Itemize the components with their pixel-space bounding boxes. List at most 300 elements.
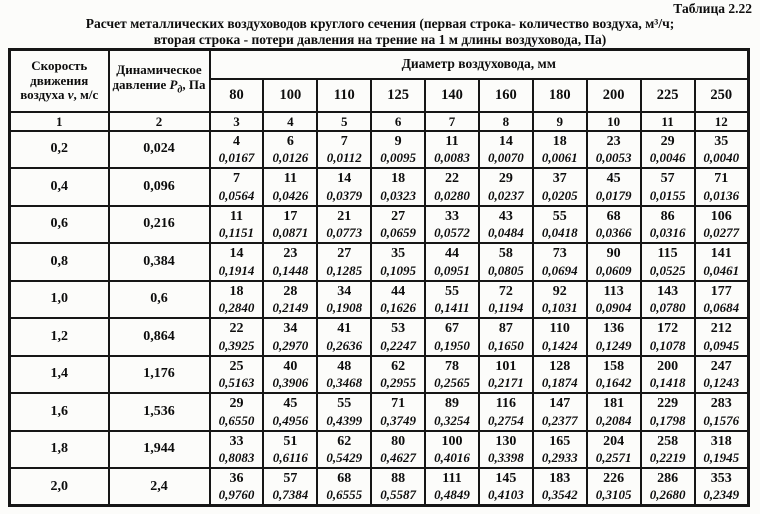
pressure-loss-value: 0,0277 [703, 225, 740, 240]
pressure-loss-value: 0,0323 [380, 187, 416, 203]
air-quantity-value: 172 [657, 321, 679, 336]
duct-data-cell [317, 393, 371, 431]
duct-data-cell [533, 431, 587, 469]
duct-data-cell [371, 318, 425, 356]
duct-data-cell [641, 206, 695, 244]
air-quantity-value: 35 [714, 133, 729, 149]
pressure-loss-value: 0,0083 [434, 150, 470, 165]
duct-data-cell [695, 206, 749, 244]
pressure-symbol-subscript: д [177, 84, 183, 96]
data-row [10, 468, 749, 506]
air-quantity-value: 165 [549, 433, 571, 449]
air-quantity-value: 34 [337, 283, 352, 299]
air-quantity-value: 29 [229, 396, 244, 411]
data-row [10, 318, 749, 356]
air-quantity-value: 113 [603, 283, 624, 299]
pressure-loss-value: 0,0061 [541, 150, 578, 165]
air-quantity-value: 71 [391, 396, 406, 411]
duct-data-cell [210, 168, 264, 206]
pressure-loss-value: 0,2219 [649, 450, 686, 465]
air-quantity-value: 258 [657, 433, 679, 449]
duct-data-cell [425, 206, 479, 244]
pressure-loss-value: 0,0904 [595, 300, 632, 315]
pressure-loss-value: 0,0167 [218, 150, 255, 165]
air-quantity-value: 283 [710, 396, 732, 411]
air-quantity-value: 72 [498, 283, 513, 299]
pressure-loss-value: 0,1411 [434, 300, 470, 315]
pressure-loss-value: 0,1945 [703, 450, 740, 465]
duct-data-cell [263, 318, 317, 356]
duct-data-cell [263, 243, 317, 281]
air-quantity-value: 27 [337, 246, 352, 261]
air-quantity-value: 11 [229, 208, 244, 224]
duct-data-cell [371, 431, 425, 469]
pressure-loss-value: 0,0945 [703, 337, 740, 353]
duct-data-cell [210, 356, 264, 394]
duct-data-cell [425, 468, 479, 506]
air-quantity-value: 68 [606, 208, 621, 224]
air-quantity-value: 73 [552, 246, 567, 261]
pressure-loss-value: 0,1874 [541, 375, 578, 390]
pressure-header-unit: , Па [182, 76, 206, 92]
air-quantity-value: 58 [498, 246, 513, 261]
duct-data-cell [479, 168, 533, 206]
document-title [0, 16, 760, 47]
duct-data-cell [695, 168, 749, 206]
table-number: Таблица 2.22 [673, 1, 752, 16]
dynamic-pressure-column-header [109, 50, 210, 112]
duct-data-cell [371, 281, 425, 319]
air-quantity-value: 34 [283, 321, 298, 336]
duct-data-cell [479, 318, 533, 356]
column-number-cell: 10 [587, 112, 641, 131]
pressure-loss-value: 0,0484 [488, 225, 524, 240]
air-quantity-value: 141 [710, 246, 732, 261]
pressure-loss-value: 0,2149 [272, 300, 309, 315]
dynamic-pressure-cell: 2,4 [109, 468, 210, 506]
pressure-loss-value: 0,1095 [380, 262, 416, 278]
duct-data-cell [317, 243, 371, 281]
duct-data-cell [533, 168, 587, 206]
air-quantity-value: 28 [283, 283, 298, 299]
velocity-header-unit: , м/с [73, 87, 99, 102]
air-quantity-value: 92 [552, 283, 567, 299]
data-row [10, 431, 749, 469]
air-quantity-value: 57 [660, 171, 675, 186]
air-quantity-value: 71 [714, 171, 729, 186]
duct-data-cell [587, 131, 641, 169]
air-quantity-value: 18 [391, 171, 406, 186]
velocity-cell: 0,8 [10, 243, 109, 281]
pressure-loss-value: 0,6555 [326, 487, 363, 503]
duct-data-cell [641, 243, 695, 281]
air-quantity-value: 45 [606, 171, 621, 186]
duct-data-cell [210, 243, 264, 281]
duct-data-cell [479, 131, 533, 169]
duct-data-cell [210, 131, 264, 169]
column-number-cell: 5 [317, 112, 371, 131]
pressure-loss-value: 0,1650 [488, 337, 524, 353]
air-quantity-value: 23 [606, 133, 621, 149]
velocity-cell: 1,0 [10, 281, 109, 319]
air-quantity-value: 11 [283, 171, 297, 186]
diameter-header-cell: 110 [317, 79, 371, 112]
duct-calculation-table [8, 48, 750, 507]
pressure-loss-value: 0,0155 [649, 187, 686, 203]
velocity-cell: 1,4 [10, 356, 109, 394]
pressure-loss-value: 0,5429 [326, 450, 363, 465]
diameter-header-cell: 225 [641, 79, 695, 112]
air-quantity-value: 67 [445, 321, 459, 336]
air-quantity-value: 11 [445, 133, 459, 149]
air-quantity-value: 14 [337, 171, 352, 186]
duct-data-cell [371, 206, 425, 244]
duct-data-cell [641, 281, 695, 319]
pressure-loss-value: 0,5587 [380, 487, 416, 503]
velocity-cell: 0,4 [10, 168, 109, 206]
pressure-loss-value: 0,2247 [380, 337, 416, 353]
air-quantity-value: 143 [657, 283, 679, 299]
duct-data-cell [263, 468, 317, 506]
duct-data-cell [587, 243, 641, 281]
pressure-loss-value: 0,4016 [434, 450, 470, 465]
duct-data-cell [317, 168, 371, 206]
pressure-loss-value: 0,8083 [218, 450, 255, 465]
air-quantity-value: 89 [445, 396, 459, 411]
pressure-loss-value: 0,2933 [541, 450, 578, 465]
air-quantity-value: 18 [229, 283, 244, 299]
air-quantity-value: 88 [391, 470, 406, 486]
air-quantity-value: 145 [495, 470, 517, 486]
air-quantity-value: 7 [232, 171, 240, 186]
pressure-loss-value: 0,1418 [649, 375, 686, 390]
velocity-column-header [10, 50, 109, 112]
column-number-cell: 11 [641, 112, 695, 131]
velocity-symbol: v [67, 87, 74, 102]
duct-data-cell [425, 393, 479, 431]
velocity-cell: 2,0 [10, 468, 109, 506]
pressure-loss-value: 0,0525 [649, 262, 686, 278]
data-row [10, 168, 749, 206]
pressure-loss-value: 0,6550 [218, 412, 255, 428]
duct-data-cell [641, 131, 695, 169]
air-quantity-value: 80 [391, 433, 406, 449]
dynamic-pressure-cell: 1,944 [109, 431, 210, 469]
air-quantity-value: 111 [442, 470, 462, 486]
pressure-loss-value: 0,2970 [272, 337, 309, 353]
column-number-cell: 6 [371, 112, 425, 131]
velocity-cell: 1,8 [10, 431, 109, 469]
title-line-2: вторая строка - потери давления на трение на 1 м длины воздуховода, Па) [153, 31, 607, 47]
air-quantity-value: 116 [495, 396, 517, 411]
air-quantity-value: 44 [445, 246, 459, 261]
duct-data-cell [479, 281, 533, 319]
duct-data-cell [641, 318, 695, 356]
pressure-loss-value: 0,0773 [326, 225, 363, 240]
air-quantity-value: 68 [337, 470, 352, 486]
pressure-loss-value: 0,0805 [488, 262, 524, 278]
dynamic-pressure-cell: 0,384 [109, 243, 210, 281]
pressure-loss-value: 0,1243 [703, 375, 740, 390]
duct-data-cell [210, 393, 264, 431]
duct-data-cell [210, 468, 264, 506]
duct-data-cell [425, 281, 479, 319]
duct-data-cell [425, 318, 479, 356]
duct-data-cell [210, 281, 264, 319]
data-row [10, 243, 749, 281]
pressure-loss-value: 0,0418 [541, 225, 578, 240]
column-numbers-row [10, 112, 749, 131]
duct-data-cell [371, 243, 425, 281]
pressure-loss-value: 0,3749 [380, 412, 416, 428]
air-quantity-value: 286 [657, 470, 679, 486]
pressure-loss-value: 0,0659 [380, 225, 416, 240]
diameter-header-cell: 80 [210, 79, 264, 112]
pressure-loss-value: 0,1151 [218, 225, 254, 240]
header-row-top [10, 50, 749, 79]
pressure-loss-value: 0,7384 [272, 487, 309, 503]
duct-data-cell [317, 206, 371, 244]
air-quantity-value: 106 [710, 208, 732, 224]
air-quantity-value: 6 [286, 133, 294, 149]
air-quantity-value: 90 [606, 246, 621, 261]
air-quantity-value: 110 [549, 321, 570, 336]
duct-data-cell [263, 168, 317, 206]
diameter-header-cell: 100 [263, 79, 317, 112]
pressure-loss-value: 0,0379 [326, 187, 363, 203]
air-quantity-value: 87 [498, 321, 513, 336]
column-number-cell: 1 [10, 112, 109, 131]
duct-data-cell [533, 356, 587, 394]
duct-data-cell [695, 243, 749, 281]
duct-data-cell [317, 281, 371, 319]
duct-data-cell [371, 168, 425, 206]
pressure-loss-value: 0,0126 [272, 150, 309, 165]
air-quantity-value: 22 [229, 321, 244, 336]
air-quantity-value: 247 [710, 358, 732, 374]
column-number-cell: 12 [695, 112, 749, 131]
duct-data-cell [210, 318, 264, 356]
air-quantity-value: 78 [445, 358, 459, 374]
pressure-loss-value: 0,3542 [541, 487, 578, 503]
data-row [10, 393, 749, 431]
air-quantity-value: 62 [391, 358, 406, 374]
pressure-loss-value: 0,2754 [488, 412, 524, 428]
pressure-loss-value: 0,1285 [326, 262, 363, 278]
duct-data-cell [695, 281, 749, 319]
velocity-cell: 1,2 [10, 318, 109, 356]
pressure-loss-value: 0,2636 [326, 337, 363, 353]
duct-data-cell [533, 131, 587, 169]
air-quantity-value: 128 [549, 358, 571, 374]
duct-data-cell [317, 468, 371, 506]
air-quantity-value: 21 [337, 208, 352, 224]
pressure-loss-value: 0,0951 [434, 262, 470, 278]
air-quantity-value: 7 [340, 133, 348, 149]
diameter-header-cell: 200 [587, 79, 641, 112]
air-quantity-value: 22 [445, 171, 459, 186]
pressure-loss-value: 0,1950 [434, 337, 470, 353]
duct-data-cell [371, 356, 425, 394]
air-quantity-value: 36 [229, 470, 244, 486]
dynamic-pressure-cell: 1,176 [109, 356, 210, 394]
pressure-loss-value: 0,0046 [649, 150, 686, 165]
pressure-loss-value: 0,2955 [380, 375, 416, 390]
duct-data-cell [587, 206, 641, 244]
velocity-cell: 0,6 [10, 206, 109, 244]
dynamic-pressure-cell: 0,096 [109, 168, 210, 206]
air-quantity-value: 41 [337, 321, 352, 336]
air-quantity-value: 226 [603, 470, 625, 486]
air-quantity-value: 45 [283, 396, 298, 411]
duct-data-cell [425, 356, 479, 394]
pressure-loss-value: 0,2377 [541, 412, 578, 428]
pressure-loss-value: 0,0112 [326, 150, 362, 165]
duct-data-cell [587, 318, 641, 356]
duct-data-cell [317, 131, 371, 169]
air-quantity-value: 51 [283, 433, 298, 449]
air-quantity-value: 23 [283, 246, 298, 261]
duct-data-cell [371, 468, 425, 506]
duct-data-cell [695, 468, 749, 506]
air-quantity-value: 136 [603, 321, 625, 336]
column-number-cell: 9 [533, 112, 587, 131]
air-quantity-value: 147 [549, 396, 571, 411]
pressure-loss-value: 0,6116 [272, 450, 308, 465]
duct-data-cell [425, 243, 479, 281]
duct-data-cell [263, 356, 317, 394]
data-row [10, 356, 749, 394]
velocity-cell: 1,6 [10, 393, 109, 431]
air-quantity-value: 318 [710, 433, 732, 449]
pressure-loss-value: 0,1914 [218, 262, 255, 278]
duct-data-cell [263, 281, 317, 319]
pressure-loss-value: 0,2840 [218, 300, 255, 315]
diameter-header-cell: 125 [371, 79, 425, 112]
duct-data-cell [210, 431, 264, 469]
air-quantity-value: 200 [657, 358, 679, 374]
duct-data-cell [533, 243, 587, 281]
air-quantity-value: 29 [498, 171, 513, 186]
data-row [10, 206, 749, 244]
air-quantity-value: 55 [445, 283, 459, 299]
pressure-loss-value: 0,0426 [272, 187, 309, 203]
air-quantity-value: 115 [657, 246, 678, 261]
air-quantity-value: 204 [603, 433, 625, 449]
pressure-loss-value: 0,2680 [649, 487, 686, 503]
dynamic-pressure-cell: 0,864 [109, 318, 210, 356]
duct-data-cell [263, 131, 317, 169]
air-quantity-value: 33 [229, 433, 244, 449]
pressure-loss-value: 0,2565 [434, 375, 470, 390]
duct-data-cell [263, 206, 317, 244]
pressure-loss-value: 0,4399 [326, 412, 363, 428]
air-quantity-value: 177 [710, 283, 732, 299]
pressure-loss-value: 0,0780 [649, 300, 686, 315]
air-quantity-value: 229 [657, 396, 679, 411]
air-quantity-value: 27 [391, 208, 406, 224]
pressure-loss-value: 0,0237 [488, 187, 524, 203]
duct-data-cell [533, 468, 587, 506]
pressure-loss-value: 0,0564 [218, 187, 255, 203]
pressure-loss-value: 0,0366 [595, 225, 632, 240]
air-quantity-value: 181 [603, 396, 625, 411]
pressure-loss-value: 0,3468 [326, 375, 363, 390]
air-quantity-value: 14 [498, 133, 513, 149]
pressure-loss-value: 0,4627 [380, 450, 416, 465]
dynamic-pressure-cell: 0,024 [109, 131, 210, 169]
air-quantity-value: 158 [603, 358, 625, 374]
air-quantity-value: 53 [391, 321, 406, 336]
duct-data-cell [479, 243, 533, 281]
dynamic-pressure-cell: 0,6 [109, 281, 210, 319]
pressure-loss-value: 0,0053 [595, 150, 632, 165]
air-quantity-value: 9 [394, 133, 402, 149]
air-quantity-value: 183 [549, 470, 571, 486]
pressure-loss-value: 0,2571 [595, 450, 632, 465]
pressure-loss-value: 0,1249 [595, 337, 632, 353]
pressure-loss-value: 0,1798 [649, 412, 686, 428]
pressure-loss-value: 0,2349 [703, 487, 740, 503]
duct-data-cell [425, 131, 479, 169]
duct-data-cell [587, 468, 641, 506]
velocity-cell: 0,2 [10, 131, 109, 169]
air-quantity-value: 130 [495, 433, 517, 449]
duct-data-cell [587, 431, 641, 469]
duct-data-cell [479, 206, 533, 244]
pressure-symbol: $P_д$ [169, 76, 183, 96]
duct-data-cell [695, 356, 749, 394]
diameter-header-cell: 140 [425, 79, 479, 112]
air-quantity-value: 43 [498, 208, 513, 224]
pressure-loss-value: 0,0684 [703, 300, 740, 315]
pressure-loss-value: 0,1642 [595, 375, 632, 390]
duct-data-cell [479, 356, 533, 394]
data-row [10, 281, 749, 319]
pressure-loss-value: 0,0461 [703, 262, 740, 278]
pressure-loss-value: 0,3906 [272, 375, 309, 390]
pressure-loss-value: 0,1031 [541, 300, 578, 315]
air-quantity-value: 86 [660, 208, 675, 224]
air-quantity-value: 25 [229, 358, 244, 374]
air-quantity-value: 55 [337, 396, 352, 411]
duct-data-cell [587, 281, 641, 319]
velocity-header-text: Скорость движения воздуха [20, 58, 89, 102]
column-number-cell: 4 [263, 112, 317, 131]
duct-data-cell [371, 131, 425, 169]
pressure-loss-value: 0,2171 [488, 375, 524, 390]
pressure-loss-value: 0,0871 [272, 225, 309, 240]
pressure-loss-value: 0,4956 [272, 412, 309, 428]
air-quantity-value: 55 [552, 208, 567, 224]
duct-data-cell [641, 393, 695, 431]
pressure-loss-value: 0,1448 [272, 262, 309, 278]
duct-data-cell [317, 318, 371, 356]
pressure-loss-value: 0,0095 [380, 150, 416, 165]
duct-data-cell [533, 281, 587, 319]
pressure-header-text: Динамическое давление [112, 62, 202, 92]
duct-data-cell [479, 468, 533, 506]
pressure-loss-value: 0,1424 [541, 337, 578, 353]
duct-data-cell [533, 393, 587, 431]
air-quantity-value: 101 [495, 358, 517, 374]
duct-data-cell [641, 356, 695, 394]
pressure-loss-value: 0,2084 [595, 412, 632, 428]
duct-data-cell [641, 468, 695, 506]
air-quantity-value: 33 [445, 208, 459, 224]
duct-data-cell [533, 318, 587, 356]
air-quantity-value: 18 [552, 133, 567, 149]
